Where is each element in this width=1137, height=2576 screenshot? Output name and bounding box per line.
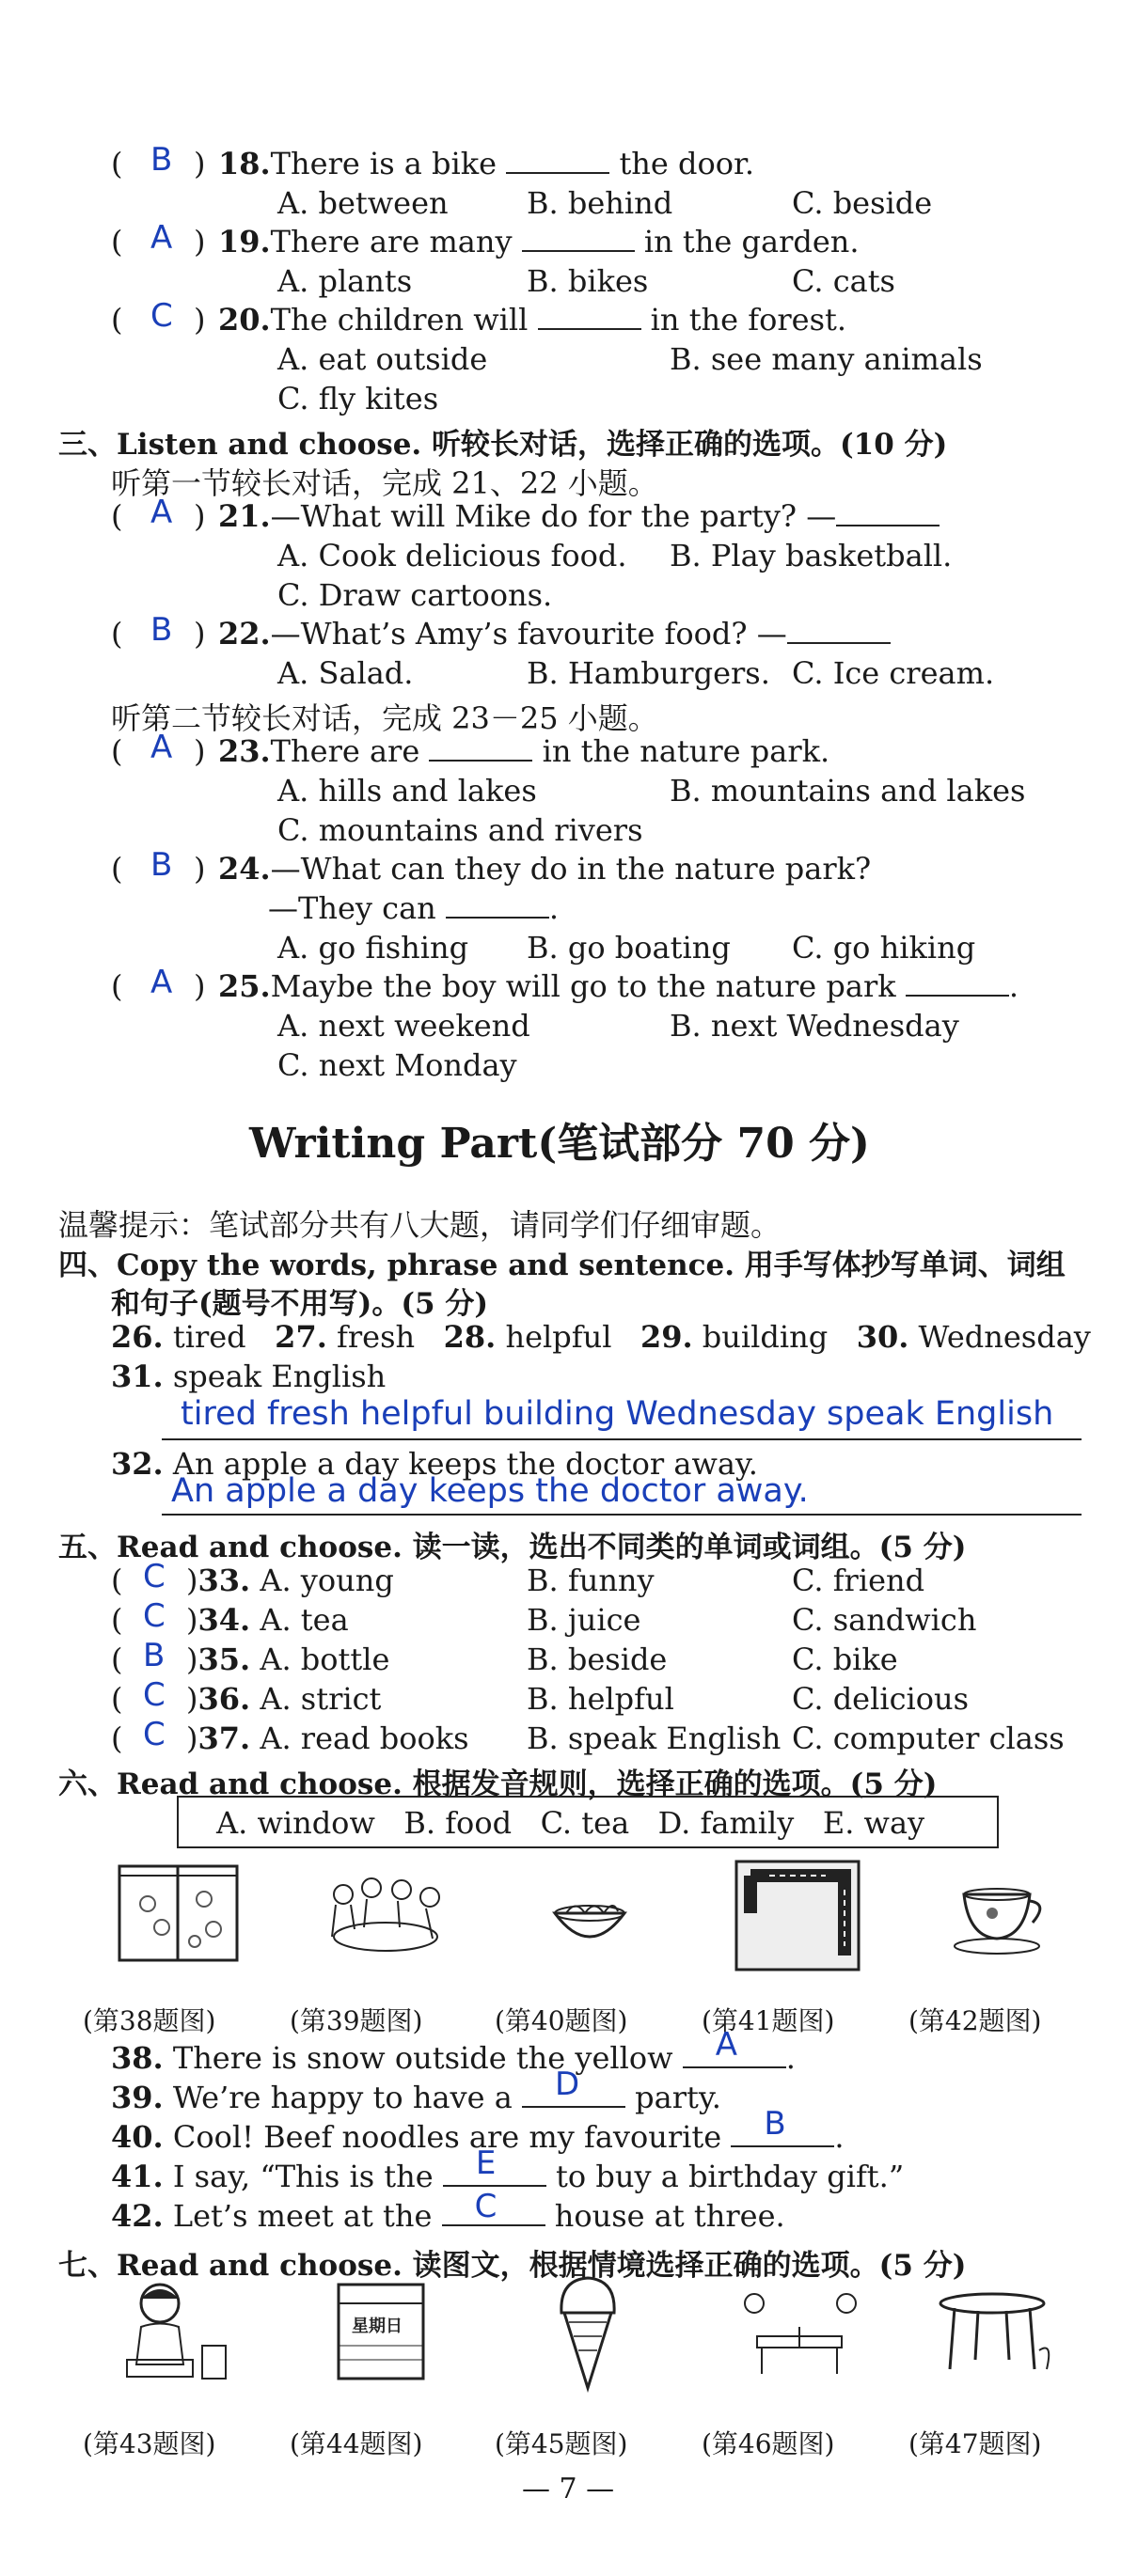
paren-open: (: [111, 1563, 123, 1598]
answer-18: B: [150, 141, 173, 179]
copy-31: 31. speak English: [111, 1359, 387, 1394]
option: C. Ice cream.: [792, 655, 995, 691]
option: C. mountains and rivers: [277, 812, 643, 848]
calendar-label: 星期日: [352, 2317, 403, 2336]
option: A. plants: [277, 263, 413, 299]
option: A. Cook delicious food.: [277, 538, 627, 573]
option: C. sandwich: [792, 1602, 977, 1638]
writing-part-title: Writing Part(笔试部分 70 分): [249, 1120, 870, 1168]
question-39: 39. We’re happy to have a D party.: [111, 2066, 721, 2115]
option: B. Play basketball.: [670, 538, 953, 573]
family-picture: [315, 1871, 456, 1965]
paren-open: (: [111, 1681, 123, 1717]
caption-40: (第40题图): [495, 2005, 628, 2036]
page-number: — 7 —: [522, 2473, 615, 2505]
caption-43: (第43题图): [83, 2428, 216, 2459]
paren-open: (: [111, 851, 123, 887]
question-33: )33. A. young: [186, 1563, 394, 1598]
option: B. funny: [527, 1563, 655, 1598]
paren-open: (: [111, 968, 123, 1004]
question-41: 41. I say, “This is the E to buy a birthday gift.”: [111, 2144, 905, 2194]
question-42: 42. Let’s meet at the C house at three.: [111, 2188, 785, 2234]
question-21: 21.—What will Mike do for the party? —: [218, 498, 940, 534]
answer-33: C: [143, 1558, 166, 1595]
answer-35: B: [143, 1637, 166, 1674]
option: C. fly kites: [277, 381, 439, 416]
answer-24: B: [150, 846, 173, 884]
question-37: )37. A. read books: [186, 1720, 469, 1756]
caption-38: (第38题图): [83, 2005, 216, 2036]
option: B. go boating: [527, 930, 731, 966]
tea-cup-picture: [950, 1880, 1063, 1960]
answer-34: C: [143, 1597, 166, 1635]
question-35: )35. A. bottle: [186, 1641, 390, 1677]
handwriting-line-1: tired fresh helpful building Wednesday speak English: [181, 1395, 1054, 1433]
option: C. cats: [792, 263, 895, 299]
option: A. between: [277, 185, 449, 221]
option: C. bike: [792, 1641, 898, 1677]
caption-47: (第47题图): [908, 2428, 1042, 2459]
caption-39: (第39题图): [290, 2005, 423, 2036]
option: C. Draw cartoons.: [277, 577, 553, 613]
option: C. next Monday: [277, 1047, 517, 1083]
option: B. next Wednesday: [670, 1008, 959, 1044]
copy-32: 32. An apple a day keeps the doctor away.: [111, 1446, 758, 1482]
question-38: 38. There is snow outside the yellow A .: [111, 2026, 796, 2076]
caption-42: (第42题图): [908, 2005, 1042, 2036]
option: C. computer class: [792, 1720, 1065, 1756]
answer-19: A: [150, 219, 173, 257]
option: B. beside: [527, 1641, 668, 1677]
option: A. go fishing: [277, 930, 469, 966]
writing-line: [162, 1438, 1082, 1440]
question-18: 18.There is a bike the door.: [218, 146, 754, 181]
word-bank: A. window B. food C. tea D. family E. way: [216, 1805, 925, 1841]
ice-cream-picture: [550, 2270, 625, 2393]
answer-40: B: [764, 2105, 786, 2143]
question-36: )36. A. strict: [186, 1681, 382, 1717]
paren-open: (: [111, 302, 123, 338]
option: B. behind: [527, 185, 673, 221]
answer-20: C: [150, 297, 173, 335]
question-20: 20.The children will in the forest.: [218, 302, 847, 338]
caption-44: (第44题图): [290, 2428, 423, 2459]
paren-close: ): [194, 968, 206, 1004]
option: B. see many animals: [670, 341, 983, 377]
answer-39: D: [554, 2066, 580, 2103]
section-4-title-2: 和句子(题号不用写)。(5 分): [111, 1287, 489, 1321]
caption-41: (第41题图): [702, 2005, 835, 2036]
answer-23: A: [150, 729, 173, 766]
section-4-title: 四、Copy the words, phrase and sentence. 用手写体抄写单词、词组: [58, 1249, 1066, 1282]
section-3-sub1: 听第一节较长对话，完成 21、22 小题。: [111, 465, 658, 501]
paren-open: (: [111, 616, 123, 652]
section-3-sub2: 听第二节较长对话，完成 23－25 小题。: [111, 700, 658, 736]
paren-close: ): [194, 851, 206, 887]
caption-46: (第46题图): [702, 2428, 835, 2459]
answer-41: E: [475, 2144, 497, 2182]
section-3-title: 三、Listen and choose. 听较长对话，选择正确的选项。(10 分): [58, 428, 948, 462]
answer-25: A: [150, 964, 173, 1001]
option: C. friend: [792, 1563, 925, 1598]
writing-line: [162, 1514, 1082, 1516]
question-24: 24.—What can they do in the nature park?: [218, 851, 872, 887]
handwriting-line-2: An apple a day keeps the doctor away.: [171, 1472, 809, 1510]
paren-open: (: [111, 1641, 123, 1677]
paren-open: (: [111, 1720, 123, 1756]
option: B. speak English: [527, 1720, 782, 1756]
option: C. beside: [792, 185, 933, 221]
paren-close: ): [194, 224, 206, 259]
option: B. Hamburgers.: [527, 655, 770, 691]
option: B. helpful: [527, 1681, 674, 1717]
paren-close: ): [194, 616, 206, 652]
question-23: 23.There are in the nature park.: [218, 733, 830, 769]
option: A. next weekend: [277, 1008, 530, 1044]
answer-21: A: [150, 494, 173, 531]
question-34: )34. A. tea: [186, 1602, 349, 1638]
option: A. Salad.: [277, 655, 414, 691]
section-6-title: 六、Read and choose. 根据发音规则，选择正确的选项。(5 分): [58, 1767, 938, 1801]
answer-42: C: [474, 2188, 497, 2225]
tip-text: 温馨提示：笔试部分共有八大题，请同学们仔细审题。: [58, 1207, 782, 1243]
paren-close: ): [194, 302, 206, 338]
question-25: 25.Maybe the boy will go to the nature park .: [218, 968, 1019, 1004]
paren-open: (: [111, 146, 123, 181]
paren-open: (: [111, 224, 123, 259]
section-7-title: 七、Read and choose. 读图文，根据情境选择正确的选项。(5 分): [58, 2249, 967, 2283]
option: B. bikes: [527, 263, 649, 299]
calendar-picture: [329, 2275, 433, 2388]
caption-45: (第45题图): [495, 2428, 628, 2459]
table-picture: [936, 2285, 1058, 2379]
question-24-line2: —They can .: [268, 890, 560, 926]
answer-36: C: [143, 1676, 166, 1714]
question-22: 22.—What’s Amy’s favourite food? —: [218, 616, 891, 652]
question-19: 19.There are many in the garden.: [218, 224, 860, 259]
option: B. mountains and lakes: [670, 773, 1026, 809]
copy-words: 26. tired 27. fresh 28. helpful 29. building 30. Wednesday: [111, 1319, 1091, 1355]
paren-close: ): [194, 733, 206, 769]
option: C. delicious: [792, 1681, 970, 1717]
word-bank-box: [177, 1796, 999, 1848]
paren-open: (: [111, 1602, 123, 1638]
ping-pong-picture: [734, 2280, 865, 2383]
question-40: 40. Cool! Beef noodles are my favourite B .: [111, 2105, 845, 2155]
option: A. eat outside: [277, 341, 488, 377]
paren-open: (: [111, 733, 123, 769]
boy-reading-picture: [113, 2275, 235, 2388]
option: B. juice: [527, 1602, 641, 1638]
option: A. hills and lakes: [277, 773, 537, 809]
answer-22: B: [150, 611, 173, 649]
answer-38: A: [715, 2026, 737, 2064]
paren-close: ): [194, 146, 206, 181]
option: C. go hiking: [792, 930, 976, 966]
window-picture: [115, 1861, 242, 1965]
paren-close: ): [194, 498, 206, 534]
noodles-picture: [547, 1880, 632, 1956]
section-5-title: 五、Read and choose. 读一读，选出不同类的单词或词组。(5 分): [58, 1531, 967, 1564]
way-picture: [732, 1857, 863, 1974]
paren-open: (: [111, 498, 123, 534]
answer-37: C: [143, 1716, 166, 1753]
